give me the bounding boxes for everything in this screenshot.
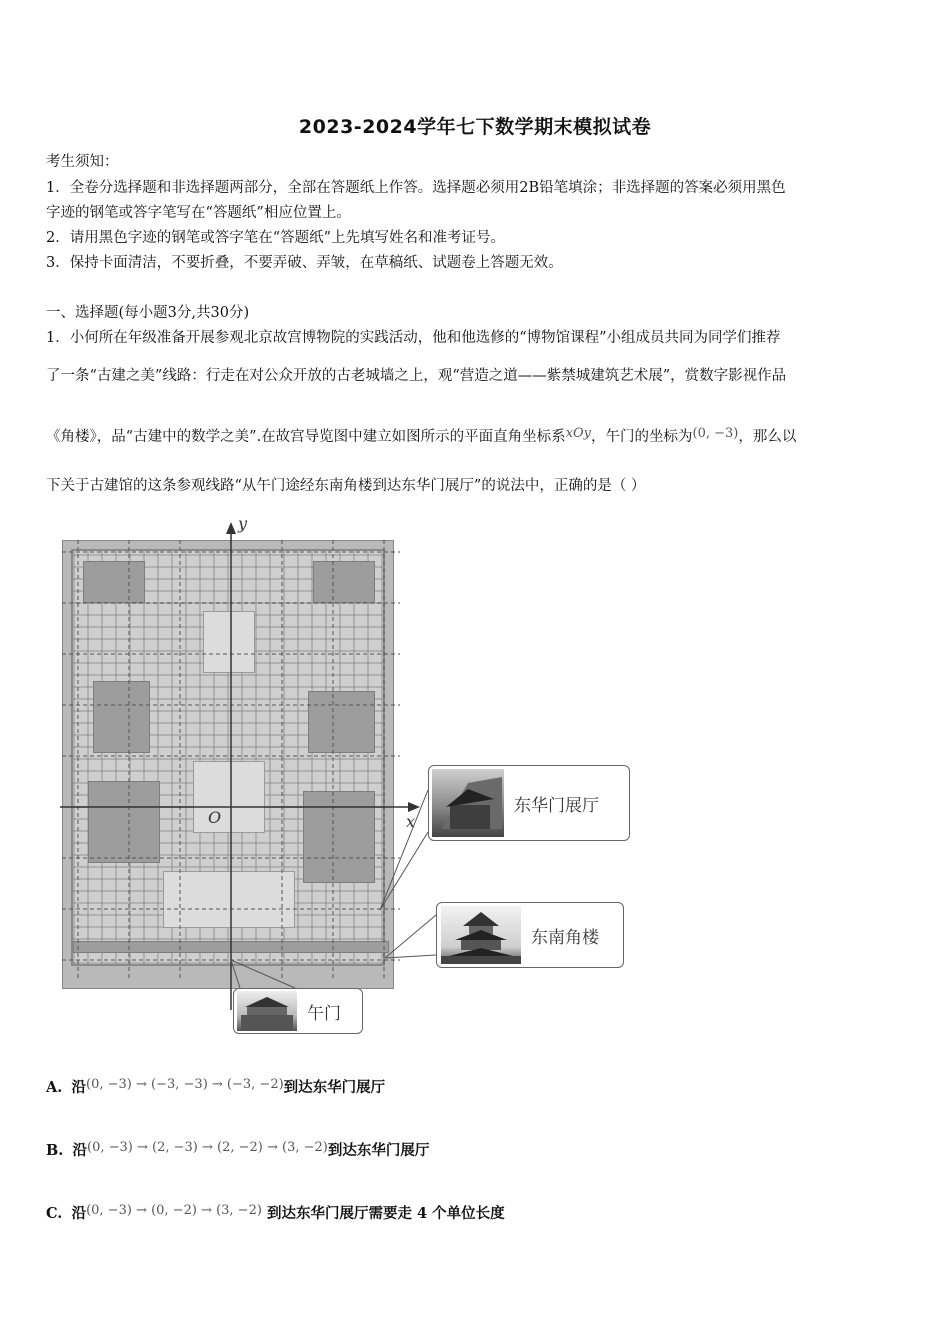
callout-se-corner-tower [436,902,624,968]
question-1-line-1: 1．小何所在年级准备开展参观北京故宫博物院的实践活动，他和他选修的“博物馆课程”小组成员共同为同学们推荐 [46,330,781,346]
section-heading: 一、选择题(每小题3分,共30分) [46,305,250,321]
question-1-text-a: 《角楼》，品“古建中的数学之美”.在故宫导览图中建立如图所示的平面直角坐标系 [46,429,566,445]
coordinate-system-label: xOy [565,426,592,441]
callout-meridian-gate [233,988,363,1034]
option-a-prefix: 沿 [71,1079,87,1096]
option-a-path: (0, −3) → (−3, −3) → (−3, −2) [86,1077,284,1092]
callout-east-gate-hall [428,765,630,841]
option-c[interactable] [46,1204,916,1225]
corner-tower-icon [441,906,521,964]
option-c-suffix: 到达东华门展厅需要走 4 个单位长度 [261,1205,505,1222]
x-axis-label: x [406,812,416,831]
option-a-letter: A. [46,1079,63,1096]
question-1-line-4: 下关于古建馆的这条参观线路“从午门途经东南角楼到达东华门展厅”的说法中，正确的是（ ） [46,478,646,494]
option-b-suffix: 到达东华门展厅 [327,1142,430,1159]
forbidden-city-map-figure [40,510,640,1050]
se-tower-thumbnail [441,906,521,964]
notice-item-1: 1．全卷分选择题和非选择题两部分，全部在答题纸上作答。选择题必须用2B铅笔填涂；非选择题的答案必须用黑色 [46,180,786,196]
option-b-letter: B. [46,1142,64,1159]
leader-line-east-gate [380,790,428,910]
option-b-path: (0, −3) → (2, −3) → (2, −2) → (3, −2) [87,1140,328,1155]
y-axis-label: y [238,514,248,533]
question-1-text-b: ，午门的坐标为 [591,429,693,445]
option-a[interactable] [46,1078,916,1099]
notice-heading: 考生须知： [46,154,119,170]
meridian-gate-coordinate: (0, −3) [692,426,739,441]
notice-item-1-cont: 字迹的钢笔或答字笔写在“答题纸”相应位置上。 [46,205,351,221]
leader-line-meridian [231,960,295,988]
origin-label: O [208,808,222,827]
option-c-prefix: 沿 [71,1205,87,1222]
notice-item-2: 2．请用黑色字迹的钢笔或答字笔在“答题纸”上先填写姓名和准考证号。 [46,230,506,246]
option-b[interactable] [46,1141,916,1162]
building-icon [432,769,504,837]
meridian-gate-thumbnail [237,991,297,1031]
leader-line-se-tower [385,955,436,958]
notice-item-3: 3．保持卡面清洁，不要折叠，不要弄破、弄皱，在草稿纸、试题卷上答题无效。 [46,255,563,271]
leader-line-meridian [231,960,240,988]
option-b-prefix: 沿 [72,1142,88,1159]
east-gate-thumbnail [432,769,504,837]
leader-line-east-gate [380,832,428,910]
question-1-line-2: 了一条“古建之美”线路：行走在对公众开放的古老城墙之上，观“营造之道——紫禁城建筑艺术展”，赏数字影视作品 [46,368,787,384]
question-1-line-3 [46,427,916,448]
leader-line-se-tower [385,915,436,958]
gate-icon [237,991,297,1031]
option-a-suffix: 到达东华门展厅 [283,1079,386,1096]
callout-meridian-label: 午门 [307,1003,341,1024]
option-c-path: (0, −3) → (0, −2) → (3, −2) [86,1203,262,1218]
y-axis-arrow [226,522,236,534]
option-c-letter: C. [46,1205,63,1222]
x-axis-arrow [408,802,420,812]
question-1-text-c: ，那么以 [738,429,797,445]
callout-se-tower-label: 东南角楼 [531,927,599,948]
page-title: 2023-2024学年七下数学期末模拟试卷 [298,116,652,138]
callout-east-gate-label: 东华门展厅 [514,795,599,816]
